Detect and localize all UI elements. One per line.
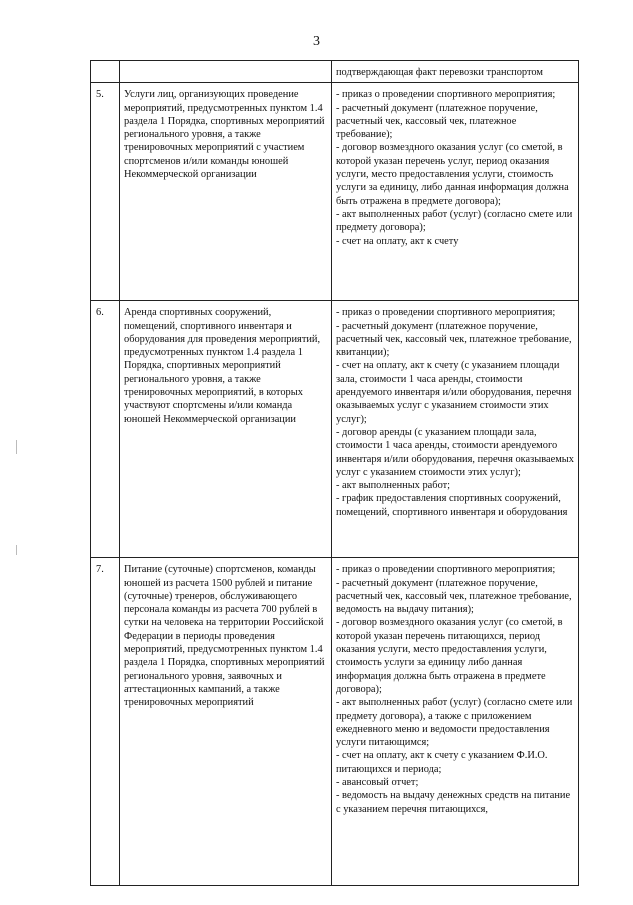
row-number: 7. — [91, 558, 120, 886]
required-documents: - приказ о проведении спортивного мероприятия; - расчетный документ (платежное поручение, расчетный чек, кассовый чек, платежное требование, ведомость на выдачу питания); - договор возмездного оказания услуг (со сметой, в которой указан перечень питающихся, период оказания услуги, место предоставления услуги, стоимость услуги за единицу либо данная информация должна быть отражена в предмете договора); - акт выполненных работ (услуг) (согласно смете или предмету договора), а также с приложением ежедневного меню и ведомости предоставления услуги питающимся; - счет на оплату, акт к счету с указанием Ф.И.О. питающихся и периода; - авансовый отчет; - ведомость на выдачу денежных средств на питание с указанием перечня питающихся, — [332, 558, 579, 886]
documents-table — [90, 60, 579, 886]
scan-margin-mark — [16, 440, 17, 454]
row-number: 6. — [91, 301, 120, 558]
service-description: Питание (суточные) спортсменов, команды юношей из расчета 1500 рублей и питание (суточные) тренеров, обслуживающего персонала команды из расчета 700 рублей в сутки на человека на территории Российской Федерации в периоды проведения мероприятий, предусмотренных пунктом 1.4 раздела 1 Порядка, спортивных мероприятий регионального уровня, заявочных и аттестационных кампаний, а также тренировочных мероприятий — [120, 558, 332, 886]
table-row — [91, 61, 579, 83]
row-number — [91, 61, 120, 83]
required-documents: - приказ о проведении спортивного мероприятия; - расчетный документ (платежное поручение, расчетный чек, кассовый чек, платежное требование); - договор возмездного оказания услуг (со сметой, в которой указан перечень услуг, период оказания услуги, место предоставления услуги, стоимость услуги за единицу, либо данная информация должна быть отражена в предмете договора); - акт выполненных работ (услуг) (согласно смете или предмету договора); - счет на оплату, акт к счету — [332, 83, 579, 301]
service-description: Услуги лиц, организующих проведение мероприятий, предусмотренных пунктом 1.4 раздела 1 Порядка, спортивных мероприятий регионального уровня, а также тренировочных мероприятий с участием спортсменов и/или команды юношей Некоммерческой организации — [120, 83, 332, 301]
required-documents: подтверждающая факт перевозки транспортом — [332, 61, 579, 83]
table-row — [91, 301, 579, 558]
required-documents: - приказ о проведении спортивного мероприятия; - расчетный документ (платежное поручение, расчетный чек, кассовый чек, платежное требование, квитанции); - счет на оплату, акт к счету (с указанием площади зала, стоимости 1 часа аренды, стоимости арендуемого инвентаря и/или оборудования, перечня оказываемых услуг с указанием стоимости этих услуг); - договор аренды (с указанием площади зала, стоимости 1 часа аренды, стоимости арендуемого инвентаря и/или оборудования, перечня оказываемых услуг с указанием стоимости этих услуг); - акт выполненных работ; - график предоставления спортивных сооружений, помещений, спортивного инвентаря и оборудования — [332, 301, 579, 558]
scan-margin-mark — [16, 545, 17, 555]
table-row — [91, 558, 579, 886]
page-number: 3 — [313, 34, 320, 49]
service-description — [120, 61, 332, 83]
table-row — [91, 83, 579, 301]
service-description: Аренда спортивных сооружений, помещений, спортивного инвентаря и оборудования для проведения мероприятий, предусмотренных пунктом 1.4 раздела 1 Порядка, спортивных мероприятий регионального уровня, а также тренировочных мероприятий, в которых участвуют спортсмены и/или команда юношей Некоммерческой организации — [120, 301, 332, 558]
row-number: 5. — [91, 83, 120, 301]
